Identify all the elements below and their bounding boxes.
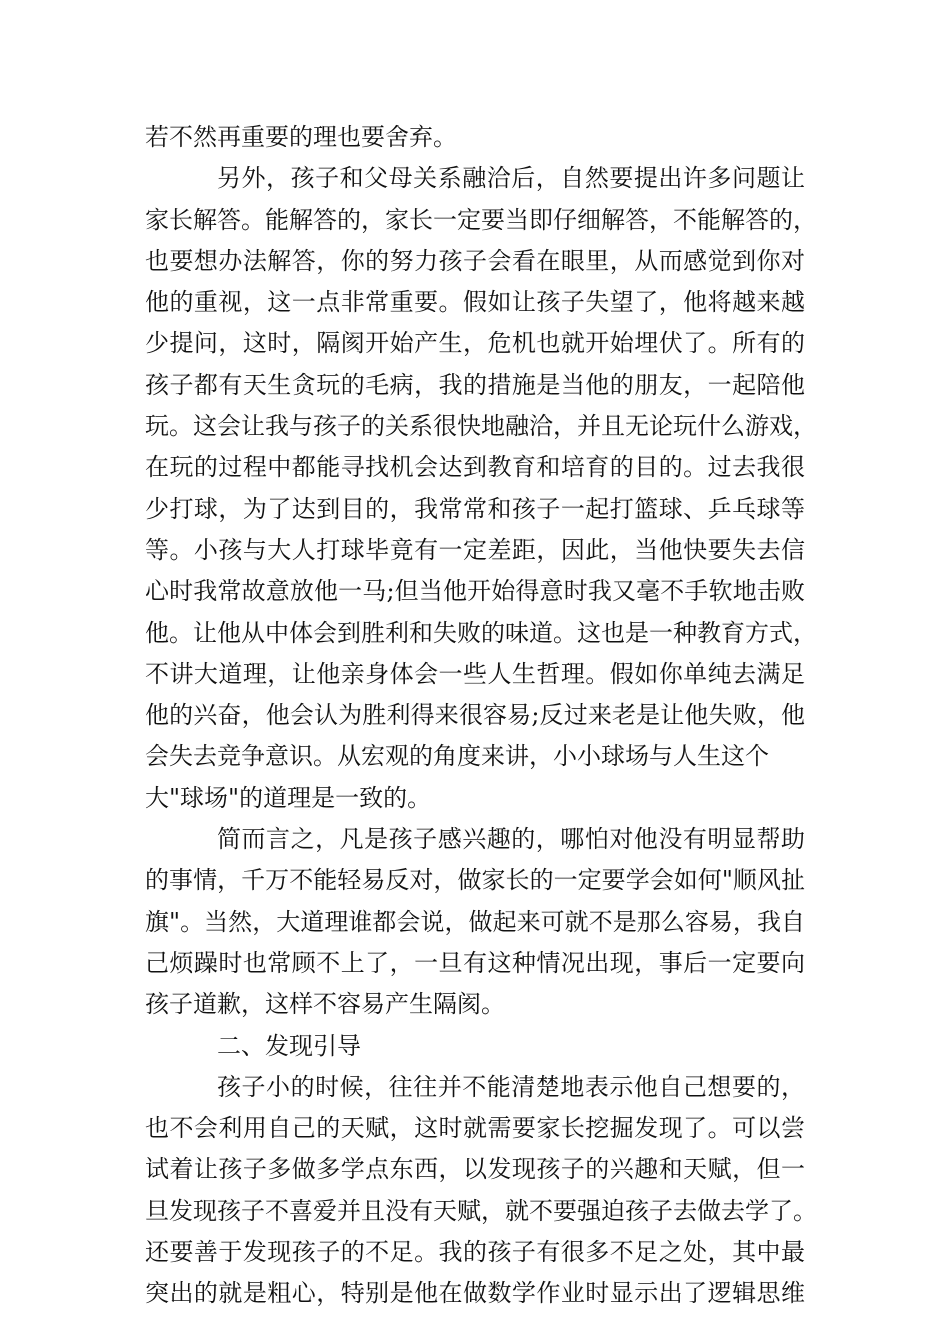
text-line: 少提问，这时，隔阂开始产生，危机也就开始埋伏了。所有的: [145, 329, 805, 358]
text-line: 若不然再重要的理也要舍弃。: [145, 123, 457, 151]
text-line: 孩子道歉，这样不容易产生隔阂。: [145, 990, 505, 1019]
text-line: 己烦躁时也常顾不上了，一旦有这种情况出现，事后一定要向: [145, 948, 805, 977]
text-line: 的事情，千万不能轻易反对，做家长的一定要学会如何"顺风扯: [145, 866, 805, 895]
text-line: 在玩的过程中都能寻找机会达到教育和培育的目的。过去我很: [145, 453, 805, 482]
text-line: 旦发现孩子不喜爱并且没有天赋，就不要强迫孩子去做去学了。: [145, 1196, 817, 1225]
text-line: 旗"。当然，大道理谁都会说，做起来可就不是那么容易，我自: [145, 907, 805, 936]
text-line: 试着让孩子多做多学点东西，以发现孩子的兴趣和天赋，但一: [145, 1155, 805, 1184]
text-line: 孩子小的时候，往往并不能清楚地表示他自己想要的，: [217, 1072, 805, 1101]
section-heading: 二、发现引导: [217, 1031, 361, 1060]
text-line: 简而言之，凡是孩子感兴趣的，哪怕对他没有明显帮助: [217, 825, 805, 854]
text-line: 他的重视，这一点非常重要。假如让孩子失望了，他将越来越: [145, 288, 805, 317]
text-line: 他的兴奋，他会认为胜利得来很容易;反过来老是让他失败，他: [145, 701, 805, 730]
text-line: 会失去竞争意识。从宏观的角度来讲，小小球场与人生这个: [145, 742, 769, 771]
text-line: 也不会利用自己的天赋，这时就需要家长挖掘发现了。可以尝: [145, 1114, 805, 1143]
text-line: 也要想办法解答，你的努力孩子会看在眼里，从而感觉到你对: [145, 246, 805, 275]
text-line: 玩。这会让我与孩子的关系很快地融洽，并且无论玩什么游戏，: [145, 412, 817, 441]
text-line: 家长解答。能解答的，家长一定要当即仔细解答，不能解答的，: [145, 205, 817, 234]
text-line: 等。小孩与大人打球毕竟有一定差距，因此，当他快要失去信: [145, 535, 805, 564]
text-line: 不讲大道理，让他亲身体会一些人生哲理。假如你单纯去满足: [145, 659, 805, 688]
text-line: 心时我常故意放他一马;但当他开始得意时我又毫不手软地击败: [145, 577, 805, 606]
text-line: 他。让他从中体会到胜利和失败的味道。这也是一种教育方式，: [145, 618, 817, 647]
text-line: 还要善于发现孩子的不足。我的孩子有很多不足之处，其中最: [145, 1238, 805, 1267]
text-line: 少打球，为了达到目的，我常常和孩子一起打篮球、乒乓球等: [145, 494, 805, 523]
text-line: 另外，孩子和父母关系融洽后，自然要提出许多问题让: [217, 164, 805, 193]
text-line: 大"球场"的道理是一致的。: [145, 783, 432, 812]
text-line: 突出的就是粗心，特别是他在做数学作业时显示出了逻辑思维: [145, 1279, 805, 1308]
text-line: 孩子都有天生贪玩的毛病，我的措施是当他的朋友，一起陪他: [145, 370, 805, 399]
body-text: [145, 117, 817, 1315]
